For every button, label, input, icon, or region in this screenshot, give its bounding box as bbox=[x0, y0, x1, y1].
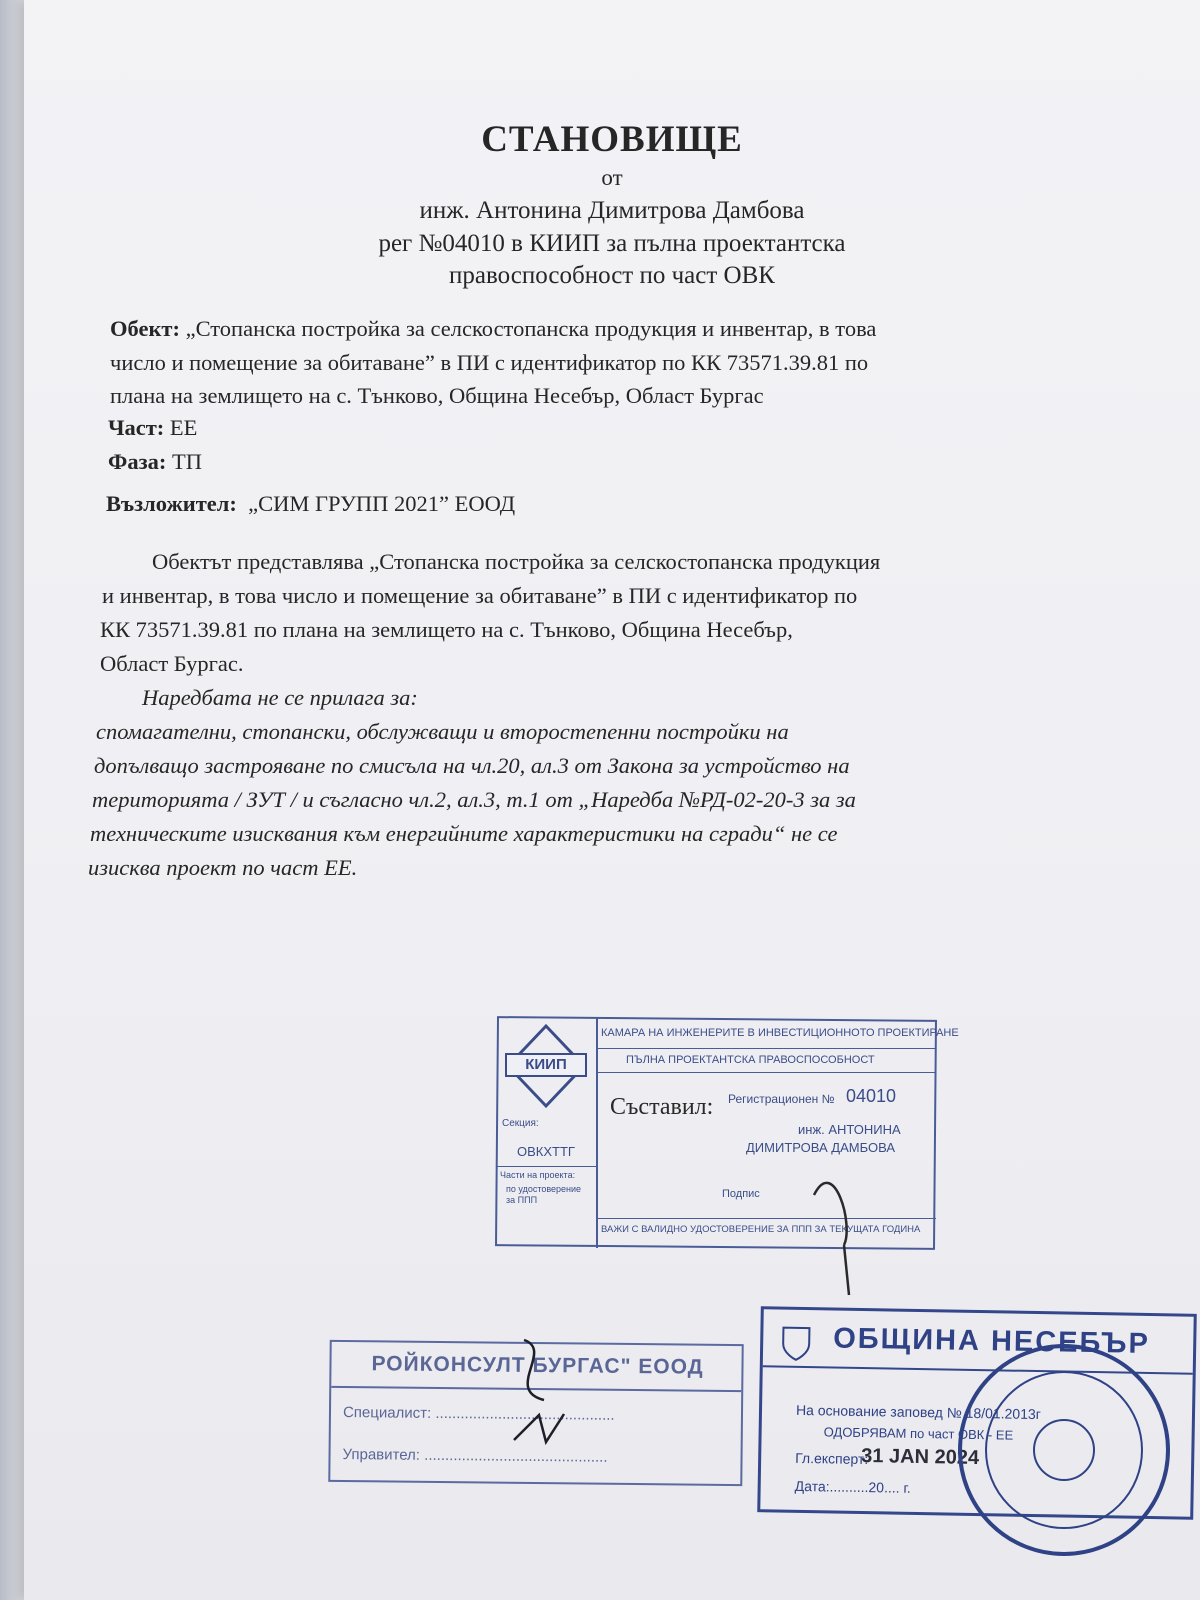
municipality-expert: Гл.експерт: bbox=[795, 1449, 869, 1468]
object-label: Обект: bbox=[110, 316, 180, 341]
construction-specialist: Специалист: ........................................... bbox=[342, 1403, 615, 1424]
registration-line: рег №04010 в КИИП за пълна проектантска bbox=[378, 230, 846, 257]
round-seal-icon bbox=[944, 1330, 1184, 1570]
phase-label: Фаза: bbox=[108, 449, 167, 474]
from-line: от bbox=[601, 165, 623, 190]
body-p1-line-3: КК 73571.39.81 по плана на землището на с. Тънково, Община Несебър, bbox=[100, 617, 793, 642]
construction-manager: Управител: ............................................ bbox=[342, 1445, 608, 1466]
kiip-left-divider bbox=[496, 1166, 596, 1167]
document-page bbox=[24, 0, 1200, 1600]
body-p2-line-2: допълващо застрояване по смисъла на чл.20, ал.3 от Закона за устройство на bbox=[94, 753, 850, 778]
kiip-name-1: инж. АНТОНИНА bbox=[798, 1122, 901, 1137]
body-p2-line-3: територията / ЗУТ / и съгласно чл.2, ал.3, т.1 от „Наредба №РД-02-20-3 за за bbox=[92, 787, 856, 812]
phase-field bbox=[108, 446, 202, 478]
municipality-title: ОБЩИНА НЕСЕБЪР bbox=[832, 1322, 1151, 1361]
object-line-2: число и помещение за обитаване” в ПИ с идентификатор по КК 73571.39.81 по bbox=[110, 350, 869, 375]
object-line-1: „Стопанска постройка за селскостопанска продукция и инвентар, в това bbox=[185, 316, 877, 341]
body-p1-line-2: и инвентар, в това число и помещение за обитаване” в ПИ с идентификатор по bbox=[102, 583, 858, 608]
municipality-date-line: Дата:..........20.... г. bbox=[794, 1477, 911, 1496]
body-p1-line-1: Обектът представлява „Стопанска постройка за селскостопанска продукция bbox=[152, 549, 881, 574]
body-p2-line-5: изисква проект по част ЕЕ. bbox=[88, 855, 358, 880]
construction-company: РОЙКОНСУЛТ БУРГАС" ЕООД bbox=[371, 1352, 704, 1379]
kiip-parts-label: Части на проекта: bbox=[500, 1170, 576, 1180]
kiip-section: ОВКХТТГ bbox=[517, 1144, 575, 1159]
kiip-divider-2 bbox=[596, 1072, 936, 1073]
object-field bbox=[110, 313, 876, 345]
phase-value: ТП bbox=[171, 449, 202, 474]
part-field bbox=[108, 412, 197, 444]
approval-date-stamp: 31 JAN 2024 bbox=[861, 1444, 980, 1470]
client-field bbox=[106, 488, 515, 520]
client-label: Възложител: bbox=[106, 491, 237, 516]
author-signature-icon bbox=[794, 1135, 914, 1305]
part-label: Част: bbox=[108, 415, 165, 440]
kiip-stamp-left-panel bbox=[496, 1018, 598, 1248]
kiip-sign-label: Подпис bbox=[722, 1188, 760, 1200]
document-title: СТАНОВИЩЕ bbox=[481, 119, 743, 160]
body-p2-line-4: техническите изисквания към енергийните характеристики на сгради“ не се bbox=[90, 821, 838, 846]
manager-label: Управител: bbox=[342, 1445, 421, 1464]
kiip-parts: по удостоверение за ППП bbox=[506, 1184, 582, 1205]
page-edge-shadow bbox=[0, 0, 24, 1600]
kiip-org: КАМАРА НА ИНЖЕНЕРИТЕ В ИНВЕСТИЦИОННОТО ПРОЕКТИРАНЕ bbox=[601, 1027, 959, 1039]
kiip-reg-label: Регистрационен № bbox=[728, 1092, 835, 1106]
part-value: ЕЕ bbox=[169, 415, 198, 440]
municipality-line-2: ОДОБРЯВАМ по част ОВК - ЕЕ bbox=[823, 1424, 1014, 1443]
composed-label: Съставил: bbox=[610, 1094, 714, 1120]
kiip-capacity: ПЪЛНА ПРОЕКТАНТСКА ПРАВОСПОСОБНОСТ bbox=[626, 1054, 875, 1066]
kiip-divider-1 bbox=[596, 1048, 936, 1049]
capacity-line: правоспособност по част ОВК bbox=[449, 262, 775, 289]
coat-of-arms-icon bbox=[779, 1324, 814, 1363]
kiip-section-label: Секция: bbox=[502, 1118, 539, 1129]
specialist-label: Специалист: bbox=[342, 1403, 432, 1422]
body-p1-line-4: Област Бургас. bbox=[100, 651, 244, 676]
kiip-reg-no: 04010 bbox=[846, 1086, 897, 1106]
client-value: „СИМ ГРУПП 2021” ЕООД bbox=[248, 491, 516, 516]
object-line-3: плана на землището на с. Тънково, Община Несебър, Област Бургас bbox=[110, 383, 764, 408]
author-line: инж. Антонина Димитрова Дамбова bbox=[419, 197, 805, 224]
kiip-logo-text: КИИП bbox=[525, 1056, 567, 1073]
municipality-line-1: На основание заповед № 18/01.2013г bbox=[795, 1401, 1041, 1423]
kiip-name-2: ДИМИТРОВА ДАМБОВА bbox=[746, 1140, 895, 1155]
manager-signature-icon bbox=[484, 1330, 594, 1460]
kiip-valid: ВАЖИ С ВАЛИДНО УДОСТОВЕРЕНИЕ ЗА ППП ЗА ТЕКУЩАТА ГОДИНА bbox=[601, 1224, 921, 1235]
body-p2-intro: Наредбата не се прилага за: bbox=[142, 685, 418, 710]
body-p2-line-1: спомагателни, стопански, обслужващи и второстепенни постройки на bbox=[96, 719, 789, 744]
